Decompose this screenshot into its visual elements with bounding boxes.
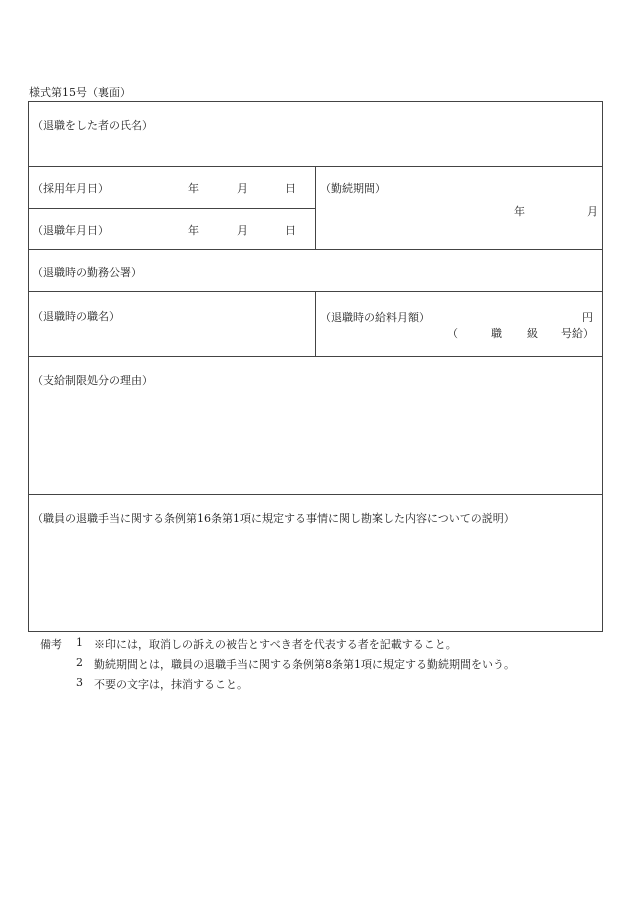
retire-date-day: 日 bbox=[285, 224, 296, 237]
notes-heading: 備考 bbox=[40, 638, 62, 651]
hire-date-month: 月 bbox=[237, 182, 248, 195]
hire-date-year: 年 bbox=[188, 182, 199, 195]
retire-date-year: 年 bbox=[188, 224, 199, 237]
note-text: 不要の文字は，抹消すること。 bbox=[94, 678, 248, 691]
note-text: ※印には，取消しの訴えの被告とすべき者を代表する者を記載すること。 bbox=[94, 638, 457, 651]
note-number: 3 bbox=[76, 676, 83, 689]
restriction-reason-label: （支給制限処分の理由） bbox=[32, 374, 153, 387]
retire-date-label: （退職年月日） bbox=[32, 224, 109, 237]
hire-date-label: （採用年月日） bbox=[32, 182, 109, 195]
grade-kyu: 級 bbox=[527, 327, 538, 340]
service-period-label: （勤続期間） bbox=[320, 182, 386, 195]
service-period-month: 月 bbox=[587, 205, 598, 218]
grade-gokyu: 号給） bbox=[561, 327, 594, 340]
salary-label: （退職時の給料月額） bbox=[320, 311, 430, 324]
retiree-name-field[interactable] bbox=[30, 134, 600, 164]
hire-date-day: 日 bbox=[285, 182, 296, 195]
service-period-year: 年 bbox=[514, 205, 525, 218]
note-text: 勤続期間とは，職員の退職手当に関する条例第8条第1項に規定する勤続期間をいう。 bbox=[94, 658, 515, 671]
note-number: 2 bbox=[76, 656, 83, 669]
office-label: （退職時の勤務公署） bbox=[32, 266, 142, 279]
retire-date-month: 月 bbox=[237, 224, 248, 237]
note-number: 1 bbox=[76, 636, 83, 649]
column-divider bbox=[315, 166, 316, 249]
position-label: （退職時の職名） bbox=[32, 310, 120, 323]
form-title: 様式第15号（裏面） bbox=[29, 86, 131, 99]
column-divider bbox=[315, 291, 316, 356]
retiree-name-label: （退職をした者の氏名） bbox=[32, 119, 153, 132]
grade-open-paren: （ bbox=[447, 327, 458, 340]
row-divider bbox=[28, 208, 316, 209]
row-divider bbox=[28, 249, 603, 250]
row-divider bbox=[28, 494, 603, 495]
row-divider bbox=[28, 356, 603, 357]
considerations-label: （職員の退職手当に関する条例第16条第1項に規定する事情に関し勘案した内容についての説明） bbox=[32, 512, 515, 525]
salary-unit: 円 bbox=[582, 311, 593, 324]
grade-shoku: 職 bbox=[491, 327, 502, 340]
